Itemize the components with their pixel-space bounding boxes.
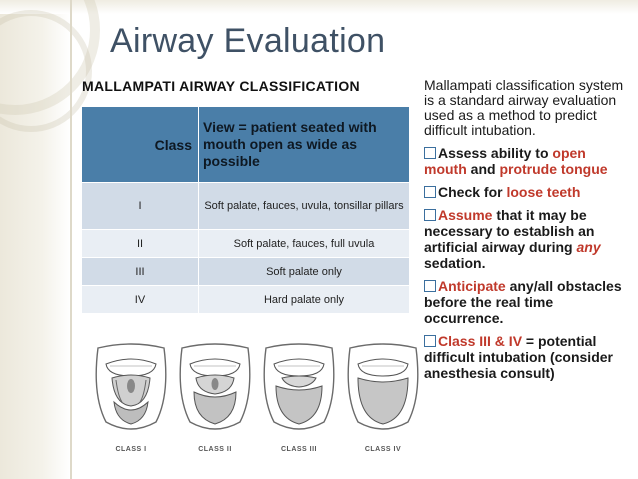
bullet-text: and bbox=[466, 161, 500, 177]
checkbox-bullet-icon bbox=[424, 335, 436, 347]
bullet-text: that it may be necessary to establish an artificial airway during bbox=[424, 207, 595, 255]
highlight-text: open mouth bbox=[424, 145, 586, 177]
bullet-assess bbox=[424, 145, 624, 177]
checkbox-bullet-icon bbox=[424, 209, 436, 221]
table-row bbox=[82, 183, 409, 230]
highlight-text: protrude tongue bbox=[499, 161, 608, 177]
intro-paragraph: Mallampati classification system is a standard airway evaluation used as a method to predict difficult intubation. bbox=[424, 77, 624, 138]
highlight-text: any bbox=[576, 239, 601, 255]
cell-view: Soft palate, fauces, uvula, tonsillar pillars bbox=[199, 183, 410, 230]
bullet-text: Check for bbox=[438, 184, 507, 200]
highlight-text: Class III & IV bbox=[438, 333, 523, 349]
mouth-illustration-class-4 bbox=[340, 340, 426, 452]
table-row bbox=[82, 258, 409, 286]
mouth-illustration-class-1 bbox=[88, 340, 174, 452]
caption-class-3: CLASS III bbox=[280, 446, 317, 453]
slide-divider-line bbox=[70, 0, 72, 479]
cell-class: II bbox=[82, 230, 199, 258]
mouth-drawing-class-4 bbox=[340, 340, 426, 440]
header-class: Class bbox=[82, 107, 199, 183]
bullet-text: sedation. bbox=[424, 255, 486, 271]
checkbox-bullet-icon bbox=[424, 147, 436, 159]
cell-view: Hard palate only bbox=[199, 286, 410, 314]
cell-view: Soft palate only bbox=[199, 258, 410, 286]
header-view: View = patient seated with mouth open as wide as possible bbox=[199, 107, 410, 183]
mouth-drawing-class-2 bbox=[172, 340, 258, 440]
bullet-assume bbox=[424, 207, 624, 271]
caption-class-4: CLASS IV bbox=[364, 446, 402, 453]
right-text-column bbox=[424, 78, 624, 388]
bullet-text: any/all obstacles before the real time occurrence. bbox=[424, 278, 622, 326]
mouth-illustration-class-3 bbox=[256, 340, 342, 452]
highlight-text: loose teeth bbox=[506, 184, 581, 200]
bullet-text: = potential difficult intubation (consider anesthesia consult) bbox=[424, 333, 613, 381]
cell-view: Soft palate, fauces, full uvula bbox=[199, 230, 410, 258]
highlight-text: Anticipate bbox=[438, 278, 506, 294]
bullet-check bbox=[424, 184, 624, 200]
checkbox-bullet-icon bbox=[424, 280, 436, 292]
caption-class-1: CLASS I bbox=[115, 446, 147, 453]
table-heading: MALLAMPATI AIRWAY CLASSIFICATION bbox=[82, 78, 360, 94]
slide-title: Airway Evaluation bbox=[110, 22, 386, 60]
cell-class: I bbox=[82, 183, 199, 230]
table-row bbox=[82, 230, 409, 258]
mouth-drawing-class-1 bbox=[88, 340, 174, 440]
cell-class: III bbox=[82, 258, 199, 286]
highlight-text: Assume bbox=[438, 207, 493, 223]
mallampati-table bbox=[82, 107, 409, 314]
table-row bbox=[82, 286, 409, 314]
mouth-drawing-class-3 bbox=[256, 340, 342, 440]
bullet-anticipate bbox=[424, 278, 624, 326]
table-header-row bbox=[82, 107, 409, 183]
cell-class: IV bbox=[82, 286, 199, 314]
caption-class-2: CLASS II bbox=[198, 446, 232, 453]
checkbox-bullet-icon bbox=[424, 186, 436, 198]
bullet-text: Assess ability to bbox=[438, 145, 553, 161]
bullet-class bbox=[424, 333, 624, 381]
mouth-illustration-class-2 bbox=[172, 340, 258, 452]
